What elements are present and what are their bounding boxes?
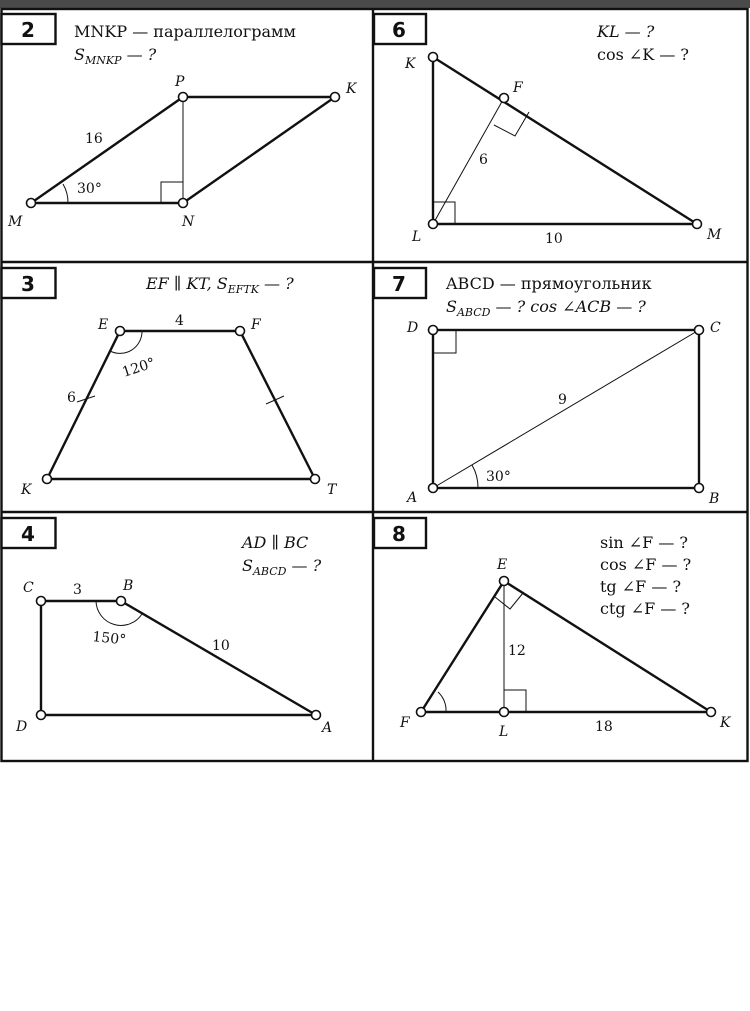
problem-4 xyxy=(2,518,333,736)
label-f: F xyxy=(251,317,261,333)
vertex-a xyxy=(429,484,438,493)
height-label: 6 xyxy=(479,152,488,168)
triangle-klm xyxy=(433,57,697,224)
side-label: 6 xyxy=(67,390,76,406)
problem-3 xyxy=(2,268,339,498)
problem-8 xyxy=(374,518,732,740)
vertex-f xyxy=(500,94,509,103)
label-b: B xyxy=(123,578,134,594)
label-e: E xyxy=(98,317,109,333)
height-label: 12 xyxy=(508,643,526,659)
vertex-b xyxy=(117,597,126,606)
top-label: 4 xyxy=(175,313,184,329)
vertex-c xyxy=(695,326,704,335)
angle-arc xyxy=(472,465,478,488)
vertex-a xyxy=(312,711,321,720)
label-f: F xyxy=(400,715,410,731)
label-a: A xyxy=(322,720,333,736)
trapezoid-eftk xyxy=(47,331,315,479)
label-a: A xyxy=(407,490,418,506)
problem-number: 7 xyxy=(392,272,406,296)
problem-number: 6 xyxy=(392,18,406,42)
label-l: L xyxy=(412,229,422,245)
condition-line-1: MNKP — параллелограмм xyxy=(74,22,296,41)
base-label: 18 xyxy=(595,719,613,735)
vertex-m xyxy=(693,220,702,229)
condition-line-2: $S_{ABCD}$ — ? cos ∠ACB — ? xyxy=(446,297,646,319)
vertex-f xyxy=(417,708,426,717)
label-f: F xyxy=(513,80,523,96)
problem-2 xyxy=(2,14,359,230)
vertex-k xyxy=(707,708,716,717)
vertex-c xyxy=(37,597,46,606)
problem-number: 8 xyxy=(392,522,406,546)
problem-number: 2 xyxy=(21,18,35,42)
label-m: M xyxy=(8,214,23,230)
vertex-e xyxy=(116,327,125,336)
label-p: P xyxy=(175,74,185,90)
condition-line-1: AD ∥ BC xyxy=(242,533,309,552)
side-label: 10 xyxy=(212,638,230,654)
label-n: N xyxy=(182,214,195,230)
vertex-m xyxy=(27,199,36,208)
vertex-k xyxy=(43,475,52,484)
height-lf xyxy=(433,98,504,224)
label-k: K xyxy=(21,482,32,498)
right-angle-mark-e xyxy=(495,593,523,609)
condition-line-1: ABCD — прямоугольник xyxy=(446,274,652,293)
problem-7 xyxy=(374,268,721,507)
question-3: tg ∠F — ? xyxy=(600,577,682,596)
vertex-p xyxy=(179,93,188,102)
vertex-l xyxy=(500,708,509,717)
label-t: T xyxy=(327,482,337,498)
vertex-n xyxy=(179,199,188,208)
trapezoid-abcd xyxy=(41,601,316,715)
vertex-e xyxy=(500,577,509,586)
angle-arc xyxy=(438,692,446,712)
diagonal-label: 9 xyxy=(558,392,567,408)
vertex-b xyxy=(695,484,704,493)
tick-mark-ft xyxy=(266,396,284,404)
grid xyxy=(2,9,748,761)
label-d: D xyxy=(16,719,28,735)
angle-label: 30° xyxy=(77,181,102,197)
base-label: 10 xyxy=(545,231,563,247)
label-l: L xyxy=(499,724,509,740)
label-c: C xyxy=(23,580,34,596)
vertex-f xyxy=(236,327,245,336)
condition-line-1: EF ∥ KT, $S_{EFTK}$ — ? xyxy=(146,274,294,296)
angle-label: 120° xyxy=(120,355,158,381)
diagonal-ac xyxy=(433,330,699,488)
condition-line-2: cos ∠K — ? xyxy=(597,45,689,64)
label-m: M xyxy=(707,227,722,243)
vertex-k xyxy=(331,93,340,102)
question-2: cos ∠F — ? xyxy=(600,555,692,574)
label-e: E xyxy=(497,557,508,573)
label-k: K xyxy=(346,81,357,97)
condition-line-2: $S_{MNKP}$ — ? xyxy=(74,45,157,67)
label-d: D xyxy=(407,320,419,336)
condition-line-1: KL — ? xyxy=(597,22,655,41)
label-c: C xyxy=(710,320,721,336)
angle-label: 150° xyxy=(91,629,127,649)
problem-6 xyxy=(374,14,722,247)
problem-number: 4 xyxy=(21,522,35,546)
label-b: B xyxy=(709,491,720,507)
label-k: K xyxy=(405,56,416,72)
question-1: sin ∠F — ? xyxy=(600,533,688,552)
vertex-t xyxy=(311,475,320,484)
problem-number: 3 xyxy=(21,272,35,296)
label-k: K xyxy=(720,715,731,731)
condition-line-2: $S_{ABCD}$ — ? xyxy=(242,556,322,578)
vertex-k xyxy=(429,53,438,62)
side-label: 16 xyxy=(85,131,103,147)
question-4: ctg ∠F — ? xyxy=(600,599,690,618)
angle-arc xyxy=(63,184,68,203)
vertex-d xyxy=(429,326,438,335)
top-label: 3 xyxy=(73,582,82,598)
vertex-d xyxy=(37,711,46,720)
vertex-l xyxy=(429,220,438,229)
angle-label: 30° xyxy=(486,469,511,485)
